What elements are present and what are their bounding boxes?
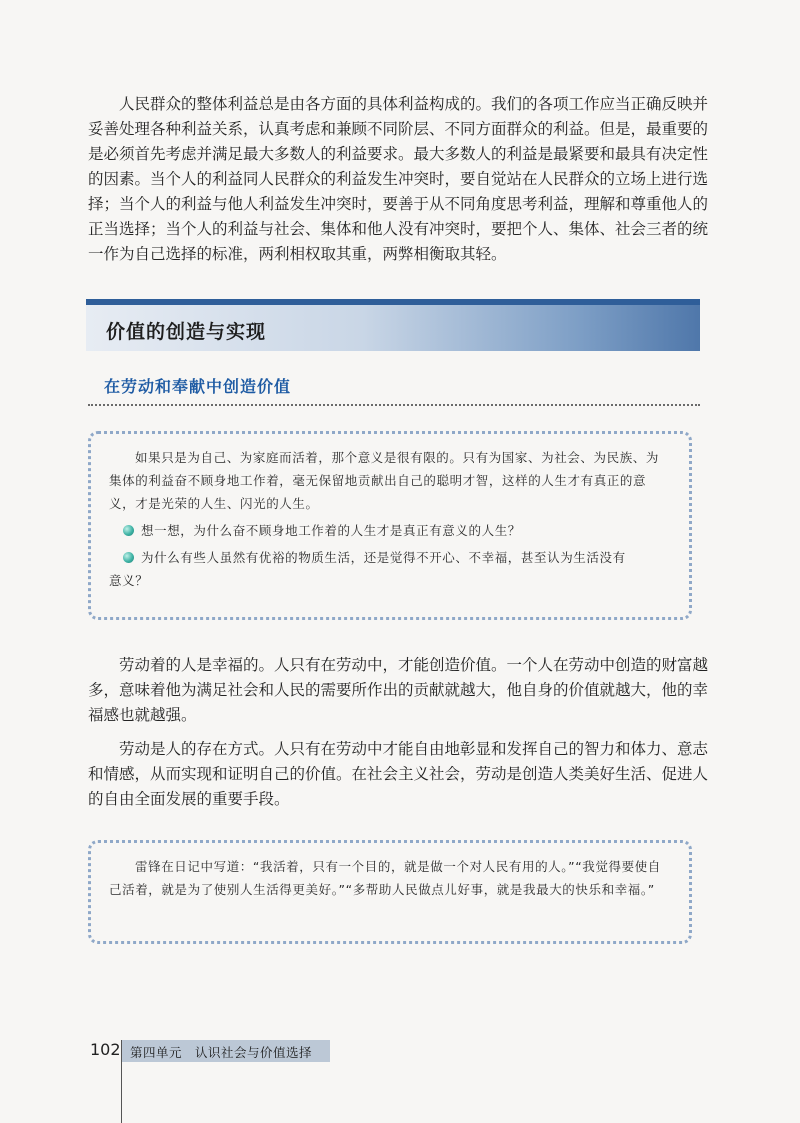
reading-box-text: 如果只是为自己、为家庭而活着，那个意义是很有限的。只有为国家、为社会、为民族、为集体的利益奋不顾身地工作着，毫无保留地贡献出自己的聪明才智，这样的人生才有真正的意义，才是光荣的人生、闪光的人生。: [109, 450, 660, 511]
question-text-2-cont: 意义？: [109, 573, 149, 588]
bullet-icon: [123, 525, 134, 536]
paragraph-labor-happiness: 劳动着的人是幸福的。人只有在劳动中，才能创造价值。一个人在劳动中创造的财富越多，意味着他为满足社会和人民的需要所作出的贡献就越大，他自身的价值就越大，他的幸福感也就越强。: [88, 656, 709, 724]
dotted-divider: [88, 404, 700, 406]
question-item-1: [109, 519, 667, 542]
quote-box-text: 雷锋在日记中写道：“我活着，只有一个目的，就是做一个对人民有用的人。”“我觉得要使自己活着，就是为了使别人生活得更美好。”“多帮助人民做点儿好事，就是我最大的快乐和幸福。”: [109, 859, 661, 897]
paragraph-interests: 人民群众的整体利益总是由各方面的具体利益构成的。我们的各项工作应当正确反映并妥善处理各种利益关系，认真考虑和兼顾不同阶层、不同方面群众的利益。但是，最重要的是必须首先考虑并满足最大多数人的利益要求。最大多数人的利益是最紧要和最具有决定性的因素。当个人的利益同人民群众的利益发生冲突时，要自觉站在人民群众的立场上进行选择；当个人的利益与他人利益发生冲突时，要善于从不同角度思考利益，理解和尊重他人的正当选择；当个人的利益与社会、集体和他人没有冲突时，要把个人、集体、社会三者的统一作为自己选择的标准，两利相权取其重，两弊相衡取其轻。: [88, 95, 709, 263]
footer-vertical-rule: [121, 1040, 122, 1123]
reading-box: [88, 431, 692, 620]
footer-unit-label: 第四单元 认识社会与价值选择: [130, 1045, 313, 1060]
section-title: 价值的创造与实现: [106, 321, 267, 343]
question-text-1: 想一想，为什么奋不顾身地工作着的人生才是真正有意义的人生？: [141, 523, 521, 538]
footer-unit-bar: [122, 1040, 330, 1062]
bullet-icon: [123, 552, 134, 563]
section-banner: [86, 299, 700, 351]
page-number: 102: [90, 1040, 121, 1059]
subsection-title: 在劳动和奉献中创造价值: [104, 377, 292, 396]
question-item-2: [109, 546, 667, 592]
paragraph-labor-existence: 劳动是人的存在方式。人只有在劳动中才能自由地彰显和发挥自己的智力和体力、意志和情感，从而实现和证明自己的价值。在社会主义社会，劳动是创造人类美好生活、促进人的自由全面发展的重要手段。: [88, 740, 709, 808]
question-text-2: 为什么有些人虽然有优裕的物质生活，还是觉得不开心、不幸福，甚至认为生活没有: [141, 550, 626, 565]
quote-box: [88, 840, 692, 944]
